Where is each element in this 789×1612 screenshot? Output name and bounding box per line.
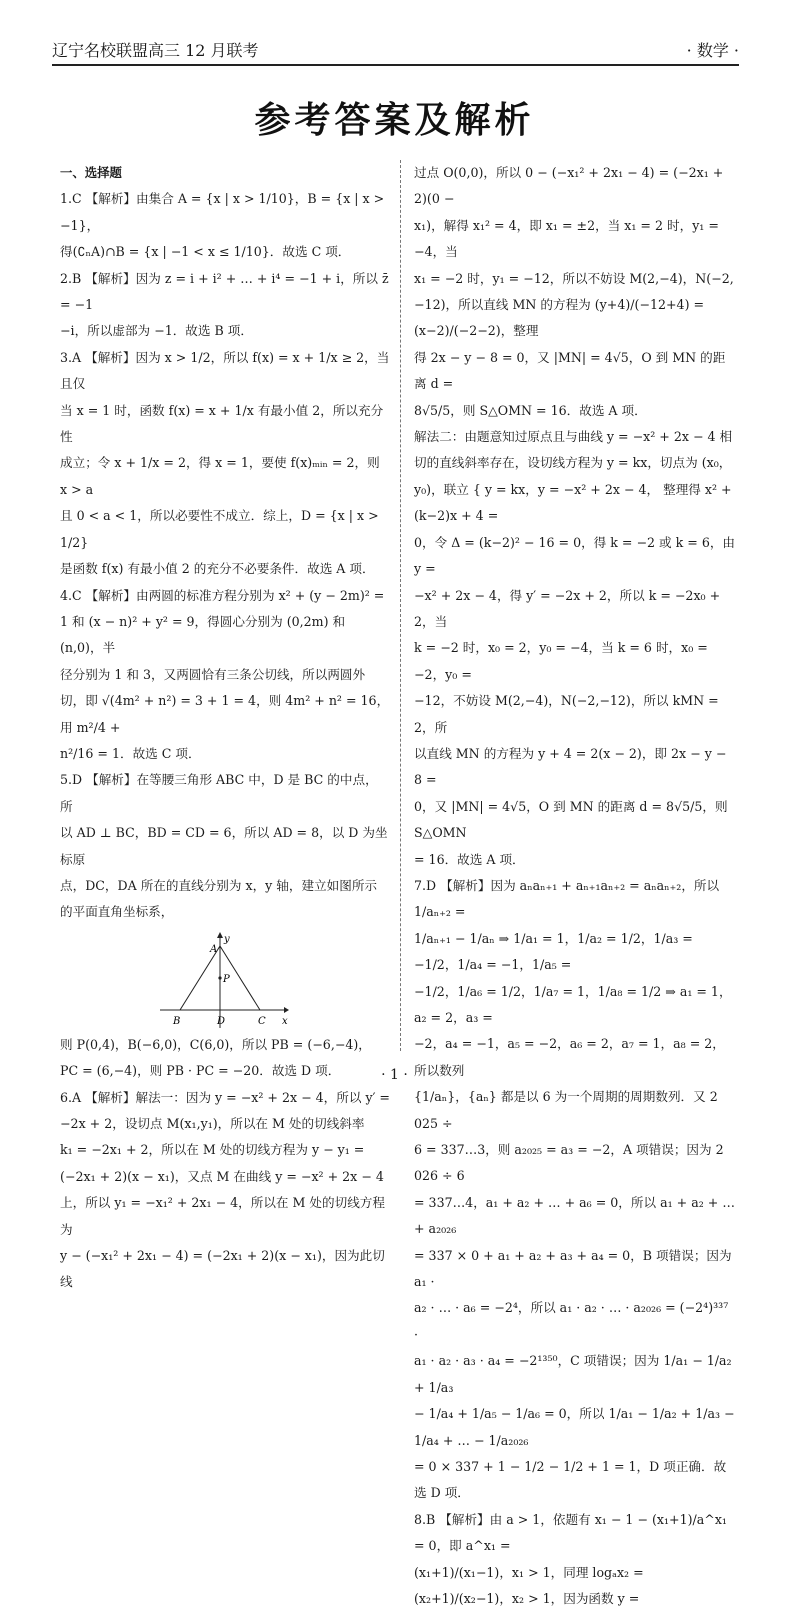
text-line: a₁ · a₂ · a₃ · a₄ = −2¹³⁵⁰，C 项错误；因为 1/a₁ − 1/a₂ + 1/a₃ bbox=[414, 1353, 732, 1395]
page-number: · 1 · bbox=[381, 1067, 408, 1083]
page-header bbox=[52, 36, 739, 66]
text-line: 切的直线斜率存在，设切线方程为 y = kx，切点为 (x₀， bbox=[414, 455, 732, 471]
text-line: 径分别为 1 和 3，又两圆恰有三条公切线，所以两圆外 bbox=[60, 666, 366, 682]
text-line: 且 0 < a < 1，所以必要性不成立．综上，D = {x | x > 1/2} bbox=[60, 508, 379, 550]
text-line: −1/2，1/a₆ = 1/2，1/a₇ = 1，1/a₈ = 1/2 ⇒ a₁ = 1，a₂ = 2，a₃ = bbox=[414, 983, 732, 1025]
text-line: n²/16 = 1．故选 C 项． bbox=[60, 745, 201, 761]
page-title: 参考答案及解析 bbox=[254, 100, 535, 141]
subject-label: · 数学 · bbox=[686, 41, 739, 60]
text-line: = 0 × 337 + 1 − 1/2 − 1/2 + 1 = 1，D 项正确．故选 D 项． bbox=[414, 1458, 727, 1501]
text-line: (x₁+1)/(x₁−1)，x₁ > 1，同理 logₐx₂ = (x₂+1)/(x₂−1)，x₂ > 1，因为函数 y = bbox=[414, 1564, 644, 1606]
text-line: 5.D 【解析】在等腰三角形 ABC 中，D 是 BC 的中点，所 bbox=[60, 772, 378, 814]
text-line: 以 AD ⊥ BC，BD = CD = 6，所以 AD = 8，以 D 为坐标原 bbox=[60, 825, 388, 867]
text-line: y − (−x₁² + 2x₁ − 4) = (−2x₁ + 2)(x − x₁)，因为此切线 bbox=[60, 1248, 385, 1290]
text-line: 上，所以 y₁ = −x₁² + 2x₁ − 4，所以在 M 处的切线方程为 bbox=[60, 1195, 385, 1237]
text-line: 则 P(0,4)，B(−6,0)，C(6,0)，所以 PB = (−6,−4)， bbox=[60, 1036, 371, 1052]
text-line: (−2x₁ + 2)(x − x₁)，又点 M 在曲线 y = −x² + 2x − 4 bbox=[60, 1168, 384, 1184]
text-line: 2.B 【解析】因为 z = i + i² + … + i⁴ = −1 + i，所以 z̄ = −1 bbox=[60, 270, 389, 313]
text-line: −2，a₄ = −1，a₅ = −2，a₆ = 2，a₇ = 1，a₈ = 2，所以数列 bbox=[414, 1036, 725, 1078]
text-line: = 337 × 0 + a₁ + a₂ + a₃ + a₄ = 0，B 项错误；因为 a₁ · bbox=[414, 1247, 732, 1290]
text-line: 切，即 √(4m² + n²) = 3 + 1 = 4，则 4m² + n² = 16，用 m²/4 + bbox=[60, 693, 390, 735]
point-label-c: C bbox=[258, 1015, 266, 1027]
point-label-b: B bbox=[173, 1015, 181, 1027]
text-line: 得 2x − y − 8 = 0，又 |MN| = 4√5，O 到 MN 的距离 d = bbox=[414, 349, 726, 392]
left-column bbox=[60, 160, 390, 1290]
text-line: 0，又 |MN| = 4√5，O 到 MN 的距离 d = 8√5/5，则 S△OMN bbox=[414, 798, 728, 841]
text-line: 以直线 MN 的方程为 y + 4 = 2(x − 2)，即 2x − y − 8 = bbox=[414, 745, 727, 788]
text-line: PC = (6,−4)，则 PB · PC = −20．故选 D 项． bbox=[60, 1063, 341, 1079]
text-line: 1/aₙ₊₁ − 1/aₙ ⇒ 1/a₁ = 1，1/a₂ = 1/2，1/a₃ = −1/2，1/a₄ = −1，1/a₅ = bbox=[414, 930, 693, 973]
axis-label-x: x bbox=[282, 1015, 288, 1027]
text-line: 1.C 【解析】由集合 A = {x | x > 1/10}，B = {x | x > −1}， bbox=[60, 191, 385, 233]
text-line: 8.B 【解析】由 a > 1，依题有 x₁ − 1 − (x₁+1)/a^x₁ = 0，即 a^x₁ = bbox=[414, 1511, 727, 1554]
text-line: 0，令 Δ = (k−2)² − 16 = 0，得 k = −2 或 k = 6，由 y = bbox=[414, 534, 736, 577]
right-column bbox=[414, 160, 736, 1606]
text-line: 得(∁ₙA)∩B = {x | −1 < x ≤ 1/10}．故选 C 项． bbox=[60, 244, 351, 260]
text-line: 是函数 f(x) 有最小值 2 的充分不必要条件．故选 A 项． bbox=[60, 561, 375, 577]
text-line: = 16．故选 A 项． bbox=[414, 851, 525, 867]
axis-label-y: y bbox=[224, 933, 230, 945]
text-line: −12)，所以直线 MN 的方程为 (y+4)/(−12+4) = (x−2)/(−2−2)，整理 bbox=[414, 297, 705, 339]
text-line: k = −2 时，x₀ = 2，y₀ = −4，当 k = 6 时，x₀ = −2，y₀ = bbox=[414, 640, 708, 682]
text-line: −12，不妨设 M(2,−4)，N(−2,−12)，所以 kMN = 2，所 bbox=[414, 693, 719, 735]
text-line: 点，DC，DA 所在的直线分别为 x，y 轴，建立如图所示 bbox=[60, 877, 378, 893]
text-line: −2x + 2，设切点 M(x₁,y₁)，所以在 M 处的切线斜率 bbox=[60, 1116, 365, 1131]
text-line: 当 x = 1 时，函数 f(x) = x + 1/x 有最小值 2，所以充分性 bbox=[60, 402, 384, 445]
point-label-d: D bbox=[217, 1015, 226, 1027]
text-line: x₁)，解得 x₁² = 4，即 x₁ = ±2，当 x₁ = 2 时，y₁ = −4，当 bbox=[414, 217, 719, 260]
section-heading: 一、选择题 bbox=[60, 165, 122, 180]
text-line: 4.C 【解析】由两圆的标准方程分别为 x² + (y − 2m)² = bbox=[60, 587, 385, 603]
text-line: 过点 O(0,0)，所以 0 − (−x₁² + 2x₁ − 4) = (−2x₁ + 2)(0 − bbox=[414, 165, 724, 207]
point-label-p: P bbox=[223, 973, 230, 985]
column-divider bbox=[400, 160, 401, 1051]
text-line: {1/aₙ}，{aₙ} 都是以 6 为一个周期的周期数列．又 2 025 ÷ bbox=[414, 1089, 718, 1131]
text-line: 6 = 337…3，则 a₂₀₂₅ = a₃ = −2，A 项错误；因为 2 026 ÷ 6 bbox=[414, 1142, 724, 1184]
text-line: x₁ = −2 时，y₁ = −12，所以不妨设 M(2,−4)，N(−2, bbox=[414, 270, 734, 286]
text-line: − 1/a₄ + 1/a₅ − 1/a₆ = 0，所以 1/a₁ − 1/a₂ + 1/a₃ − 1/a₄ + … − 1/a₂₀₂₆ bbox=[414, 1406, 735, 1448]
text-line: 成立；令 x + 1/x = 2，得 x = 1，要使 f(x)ₘᵢₙ = 2，则 x > a bbox=[60, 455, 380, 497]
point-label-a: A bbox=[210, 943, 218, 955]
text-line: 3.A 【解析】因为 x > 1/2，所以 f(x) = x + 1/x ≥ 2，当且仅 bbox=[60, 349, 390, 392]
exam-title: 辽宁名校联盟高三 12 月联考 bbox=[52, 41, 259, 60]
text-line: 的平面直角坐标系， bbox=[60, 904, 174, 920]
text-line: a₂ · … · a₆ = −2⁴，所以 a₁ · a₂ · … · a₂₀₂₆ = (−2⁴)³³⁷ · bbox=[414, 1300, 729, 1342]
text-line: y₀)，联立 { y = kx，y = −x² + 2x − 4， 整理得 x² + (k−2)x + 4 = bbox=[414, 481, 732, 524]
triangle-figure bbox=[160, 932, 290, 1028]
text-line: 1 和 (x − n)² + y² = 9，得圆心分别为 (0,2m) 和 (n,0)，半 bbox=[60, 613, 346, 656]
text-line: 6.A 【解析】解法一：因为 y = −x² + 2x − 4，所以 y′ = bbox=[60, 1089, 390, 1105]
text-line: k₁ = −2x₁ + 2，所以在 M 处的切线方程为 y − y₁ = bbox=[60, 1142, 365, 1158]
text-line: −x² + 2x − 4，得 y′ = −2x + 2，所以 k = −2x₀ + 2，当 bbox=[414, 587, 721, 629]
text-line: = 337…4，a₁ + a₂ + … + a₆ = 0，所以 a₁ + a₂ + … + a₂₀₂₆ bbox=[414, 1194, 735, 1237]
text-line: 7.D 【解析】因为 aₙaₙ₊₁ + aₙ₊₁aₙ₊₂ = aₙaₙ₊₂，所以 1/aₙ₊₂ = bbox=[414, 877, 720, 920]
text-line: 解法二：由题意知过原点且与曲线 y = −x² + 2x − 4 相 bbox=[414, 429, 733, 445]
text-line: −i，所以虚部为 −1．故选 B 项． bbox=[60, 323, 253, 339]
text-line: 8√5/5，则 S△OMN = 16．故选 A 项． bbox=[414, 402, 647, 418]
